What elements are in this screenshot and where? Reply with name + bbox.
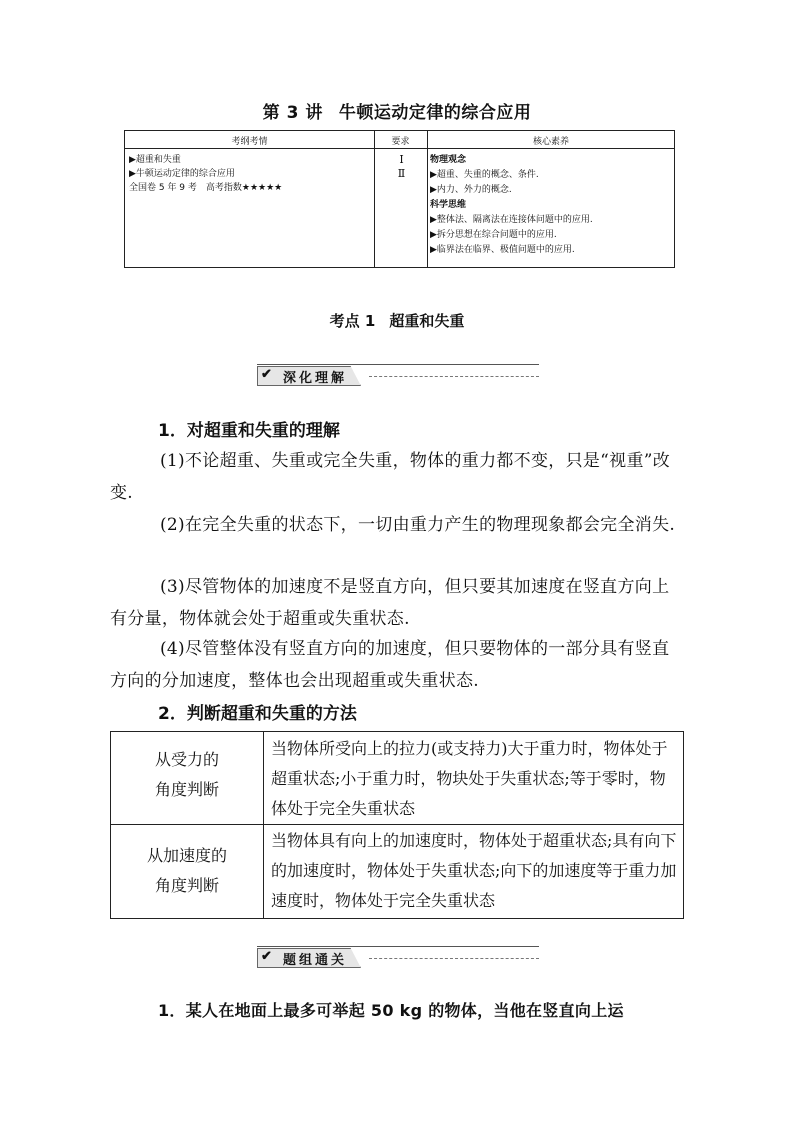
requirement-column: [376, 153, 427, 181]
requirement-level: Ⅰ: [399, 153, 404, 166]
table-divider: [111, 824, 683, 825]
banner-label: 题组通关: [283, 953, 348, 968]
header-cell: 核心素养: [532, 137, 569, 147]
method-label-line: 角度判断: [154, 876, 219, 895]
literacy-heading: 科学思维: [430, 200, 467, 210]
method-description: 当物体具有向上的加速度时，物体处于超重状态;具有向下的加速度时，物体处于失重状态;向下的加速度等于重力加速度时，物体处于完全失重状态: [271, 831, 677, 910]
syllabus-column: [129, 153, 282, 195]
literacy-item: ▶超重、失重的概念、条件.: [430, 170, 539, 180]
banner-label: 深化理解: [283, 371, 348, 386]
lecture-number: 第 3 讲: [262, 103, 323, 123]
section-heading: 1．对超重和失重的理解: [158, 421, 340, 441]
page-title: [0, 98, 794, 123]
header-cell: 考纲考情: [231, 137, 268, 147]
banner-dash: [369, 376, 539, 377]
method-label-line: 角度判断: [154, 780, 219, 799]
topic-number: 考点 1: [329, 312, 376, 330]
banner-line: [257, 946, 539, 947]
syllabus-table: [124, 130, 675, 268]
section-heading: 2．判断超重和失重的方法: [158, 704, 357, 724]
header-cell: 要求: [391, 137, 410, 147]
table-divider: [427, 131, 428, 267]
method-table: [110, 731, 684, 919]
banner-dash: [369, 958, 539, 959]
check-icon: ✔: [261, 367, 272, 382]
syllabus-item: 全国卷 5 年 9 考 高考指数★★★★★: [129, 183, 283, 193]
banner-line: [257, 364, 539, 365]
method-label: [111, 841, 263, 901]
section-banner-deep-understanding: [257, 364, 539, 388]
paragraph: (3)尽管物体的加速度不是竖直方向，但只要其加速度在竖直方向上有分量，物体就会处于超重或失重状态.: [110, 577, 670, 629]
syllabus-item: ▶牛顿运动定律的综合应用: [129, 169, 235, 179]
method-label-line: 从受力的: [154, 750, 219, 769]
literacy-item: ▶整体法、隔离法在连接体问题中的应用.: [430, 215, 593, 225]
section-banner-exercises: [257, 946, 539, 970]
method-description: 当物体所受向上的拉力(或支持力)大于重力时，物体处于超重状态;小于重力时，物块处于失重状态;等于零时，物体处于完全失重状态: [271, 739, 668, 818]
literacy-item: ▶临界法在临界、极值问题中的应用.: [430, 245, 575, 255]
syllabus-item: ▶超重和失重: [129, 155, 181, 165]
paragraph: (1)不论超重、失重或完全失重，物体的重力都不变，只是“视重”改变.: [110, 451, 671, 503]
check-icon: ✔: [261, 949, 272, 964]
paragraph: (4)尽管整体没有竖直方向的加速度，但只要物体的一部分具有竖直方向的分加速度，整体也会出现超重或失重状态.: [110, 639, 670, 691]
literacy-item: ▶拆分思想在综合问题中的应用.: [430, 230, 557, 240]
topic-name: 超重和失重: [389, 312, 465, 330]
paragraph: (2)在完全失重的状态下，一切由重力产生的物理现象都会完全消失.: [160, 515, 676, 535]
method-label-line: 从加速度的: [146, 846, 227, 865]
literacy-heading: 物理观念: [430, 155, 467, 165]
topic-heading: [0, 310, 794, 331]
requirement-level: Ⅱ: [397, 167, 406, 180]
table-divider: [374, 131, 375, 267]
literacy-column: [430, 153, 593, 258]
lecture-name: 牛顿运动定律的综合应用: [338, 103, 532, 123]
literacy-item: ▶内力、外力的概念.: [430, 185, 512, 195]
question-text: 1．某人在地面上最多可举起 50 kg 的物体，当他在竖直向上运: [158, 1001, 624, 1020]
method-label: [111, 745, 263, 805]
table-divider: [263, 732, 264, 918]
